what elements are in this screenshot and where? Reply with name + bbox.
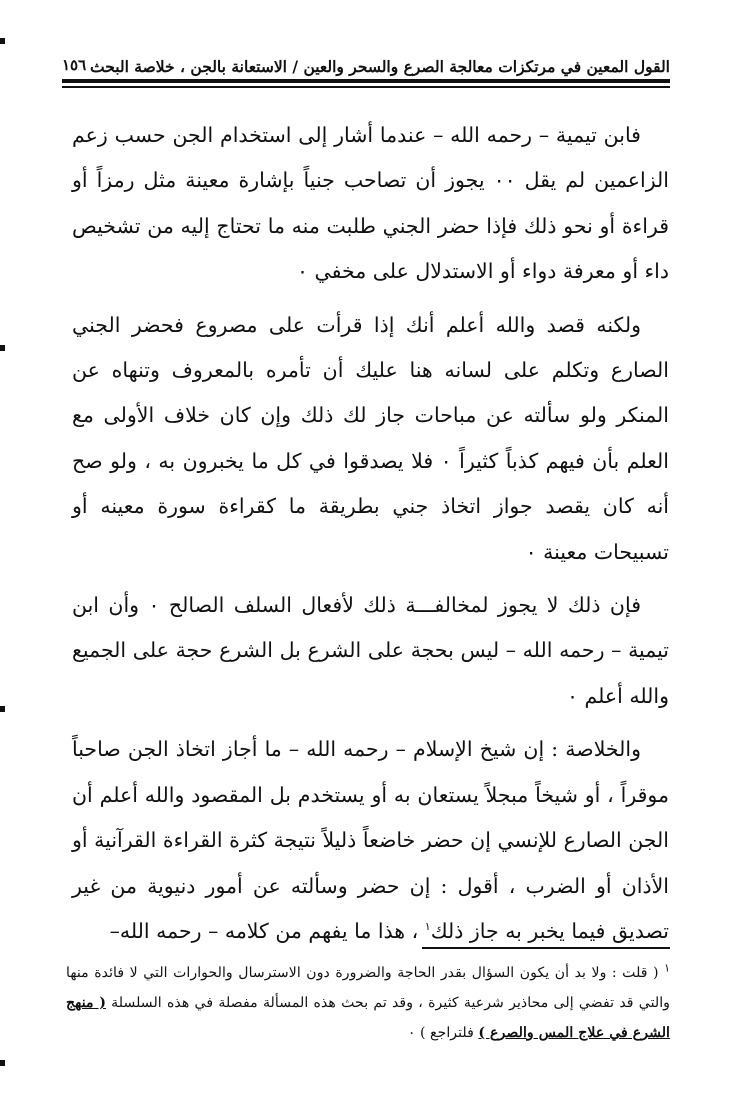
footnote-separator [422,947,670,949]
paragraph-ibn-taymiyya: فابن تيمية – رحمه الله – عندما أشار إلى استخدام الجن حسب زعم الزاعمين لم يقل ٠٠ يجوز أن تصاحب جنياً بإشارة معينة مثل رمزاً أو قراءة أو نحو ذلك فإذا حضر الجني طلبت منه ما تحتاج إليه من تشخيص داء أو معرفة دواء أو الاستدلال على مخفي ٠ [72,123,669,284]
footnote-1 [66,958,670,1048]
page-header [62,42,670,76]
header-rule-thick [62,79,670,83]
scan-edge-mark-bottom [0,1060,5,1066]
scan-edge-mark-lower [0,706,5,712]
body-text [72,113,669,962]
footnote-text: ( قلت : ولا بد أن يكون السؤال بقدر الحاجة والضرورة دون الاسترسال والحوارات التي لا فائدة منها والتي قد تفضي إلى محاذير شرعية كثيرة ، وقد تم بحث هذه المسألة مفصلة في هذه السلسلة [66,965,670,1011]
running-title: القول المعين في مرتكزات معالجة الصرع والسحر والعين / الاستعانة بالجن ، خلاصة البحث [89,57,670,76]
footnote-closing: فلتراجع ) ٠ [407,1025,479,1041]
footnote-mark: ١ [664,961,670,975]
paragraph-intent: ولكنه قصد والله أعلم أنك إذا قرأت على مصروع فحضر الجني الصارع وتكلم على لسانه هنا عليك أن تأمره بالمعروف وتنهاه عن المنكر ولو سألته عن مباحات جاز لك ذلك وإن كان خلاف الأولى مع العلم بأن فيهم كذباً كثيراً ٠ فلا يصدقوا في كل ما يخبرون به ، ولو صح أنه كان يقصد جواز اتخاذ جني بطريقة ما كقراءة سورة معينه أو تسبيحات معينة ٠ [72,312,669,564]
scan-edge-mark-upper [0,345,5,351]
paragraph-conclusion [72,727,669,954]
header-rule-thin [62,86,670,88]
paragraph-ruling: فإن ذلك لا يجوز لمخالفـــة ذلك لأفعال السلف الصالح ٠ وأن ابن تيمية – رحمه الله – ليس بحجة على الشرع بل الشرع حجة على الجميع والله أعلم ٠ [72,593,669,708]
page-number: ١٥٦ [62,56,87,74]
footnote-reference[interactable]: ١ [424,920,431,934]
conclusion-text: والخلاصة : إن شيخ الإسلام – رحمه الله – ما أجاز اتخاذ الجن صاحباً موقراً ، أو شيخاً مبجلاً يستعان به أو يستخدم بل المقصود والله أعلم أن الجن الصارع للإنسي إن حضر خاضعاً ذليلاً نتيجة كثرة القراءة القرآنية أو الأذان أو الضرب ، أقول : إن حضر وسألته عن أمور دنيوية من غير تصديق فيما يخبر به جاز ذلك [72,737,669,943]
conclusion-tail: ، هذا ما يفهم من كلامه – رحمه الله– [109,918,425,943]
footnotes [66,958,670,1048]
scan-edge-mark-top [0,38,5,44]
footnote-book-title: ( منهج الشرع في علاج المس والصرع ) [66,995,670,1041]
